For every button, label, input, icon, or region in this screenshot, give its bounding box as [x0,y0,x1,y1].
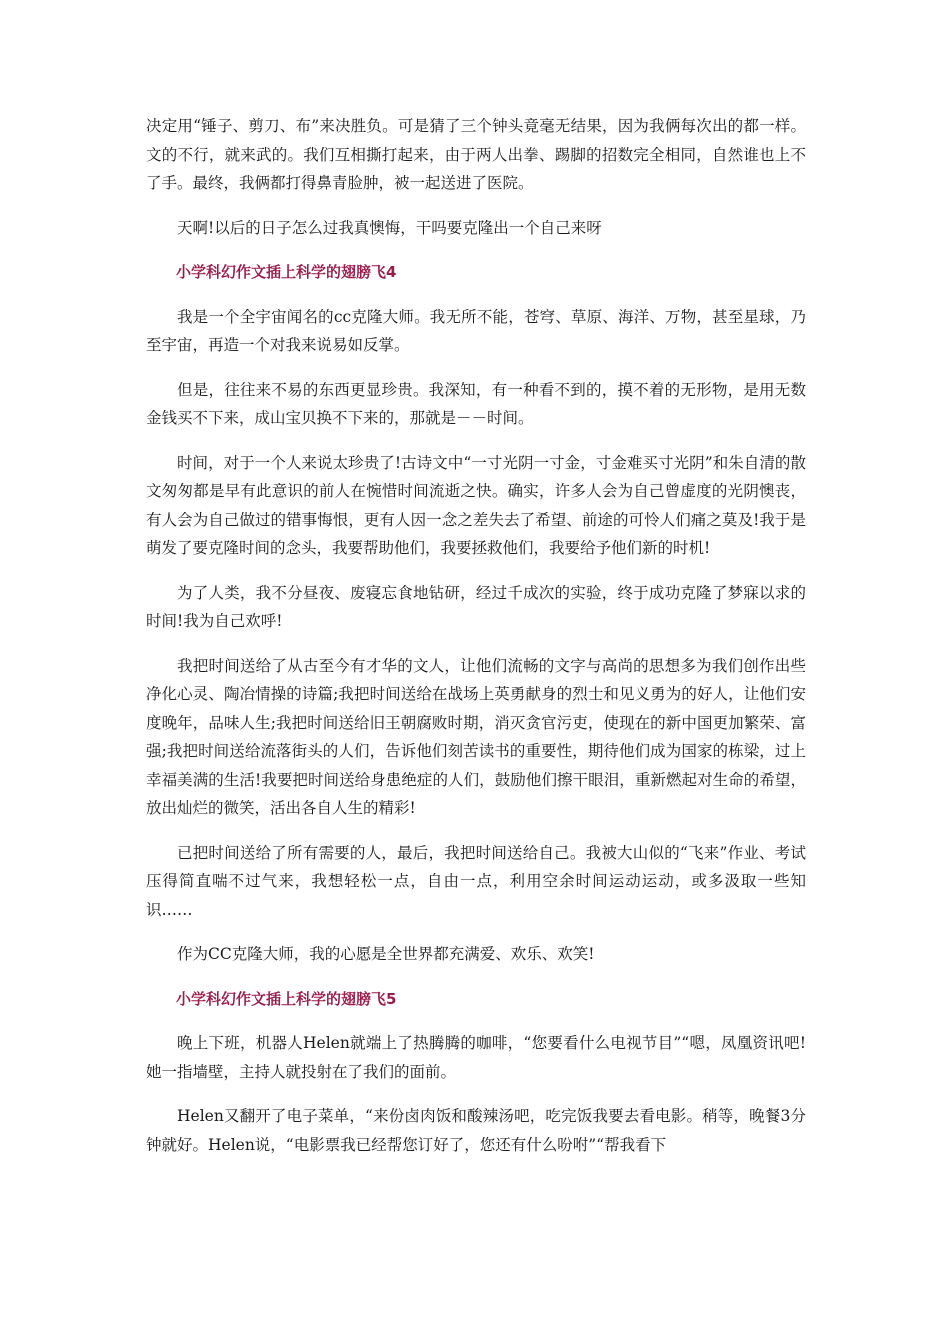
paragraph: 我是一个全宇宙闻名的cc克隆大师。我无所不能，苍穹、草原、海洋、万物，甚至星球，乃至宇宙，再造一个对我来说易如反掌。 [146,307,806,354]
document-page [146,112,806,1175]
paragraph: 但是，往往来不易的东西更显珍贵。我深知，有一种看不到的，摸不着的无形物，是用无数金钱买不下来，成山宝贝换不下来的，那就是－－时间。 [146,380,806,427]
paragraph: Helen又翻开了电子菜单，“来份卤肉饭和酸辣汤吧，吃完饭我要去看电影。稍等，晚餐3分钟就好。Helen说，“电影票我已经帮您订好了，您还有什么吩咐”“帮我看下 [146,1107,806,1154]
paragraph: 决定用“锤子、剪刀、布”来决胜负。可是猜了三个钟头竟毫无结果，因为我俩每次出的都一样。文的不行，就来武的。我们互相撕打起来，由于两人出拳、踢脚的招数完全相同，自然谁也上不了手。最终，我俩都打得鼻青脸肿，被一起送进了医院。 [146,117,806,192]
paragraph: 天啊!以后的日子怎么过我真懊悔，干吗要克隆出一个自己来呀 [177,218,602,237]
section-heading: 小学科幻作文插上科学的翅膀飞4 [176,263,397,281]
section-heading: 小学科幻作文插上科学的翅膀飞5 [176,989,397,1008]
paragraph: 时间，对于一个人来说太珍贵了!古诗文中“一寸光阴一寸金，寸金难买寸光阴”和朱自清的散文匆匆都是早有此意识的前人在惋惜时间流逝之快。确实，许多人会为自己曾虚度的光阴懊丧，有人会为自己做过的错事悔恨，更有人因一念之差失去了希望、前途的可怜人们痛之莫及!我于是萌发了要克隆时间的念头，我要帮助他们，我要拯救他们，我要给予他们新的时机! [146,453,806,557]
paragraph: 为了人类，我不分昼夜、废寝忘食地钻研，经过千成次的实验，终于成功克隆了梦寐以求的时间!我为自己欢呼! [146,583,806,630]
paragraph: 已把时间送给了所有需要的人，最后，我把时间送给自己。我被大山似的“飞来”作业、考试压得简直喘不过气来，我想轻松一点，自由一点，利用空余时间运动运动，或多汲取一些知识…… [146,843,806,919]
paragraph: 晚上下班，机器人Helen就端上了热腾腾的咖啡，“您要看什么电视节目”“嗯，凤凰资讯吧!她一指墙壁，主持人就投射在了我们的面前。 [146,1034,806,1081]
paragraph: 作为CC克隆大师，我的心愿是全世界都充满爱、欢乐、欢笑! [177,945,595,963]
paragraph: 我把时间送给了从古至今有才华的文人，让他们流畅的文字与高尚的思想多为我们创作出些净化心灵、陶冶情操的诗篇;我把时间送给在战场上英勇献身的烈士和见义勇为的好人，让他们安度晚年，品味人生;我把时间送给旧王朝腐败时期，消灭贪官污吏，使现在的新中国更加繁荣、富强;我把时间送给流落街头的人们，告诉他们刻苦读书的重要性，期待他们成为国家的栋梁，过上幸福美满的生活!我要把时间送给身患绝症的人们，鼓励他们擦干眼泪，重新燃起对生命的希望，放出灿烂的微笑，活出各自人生的精彩! [146,656,806,817]
